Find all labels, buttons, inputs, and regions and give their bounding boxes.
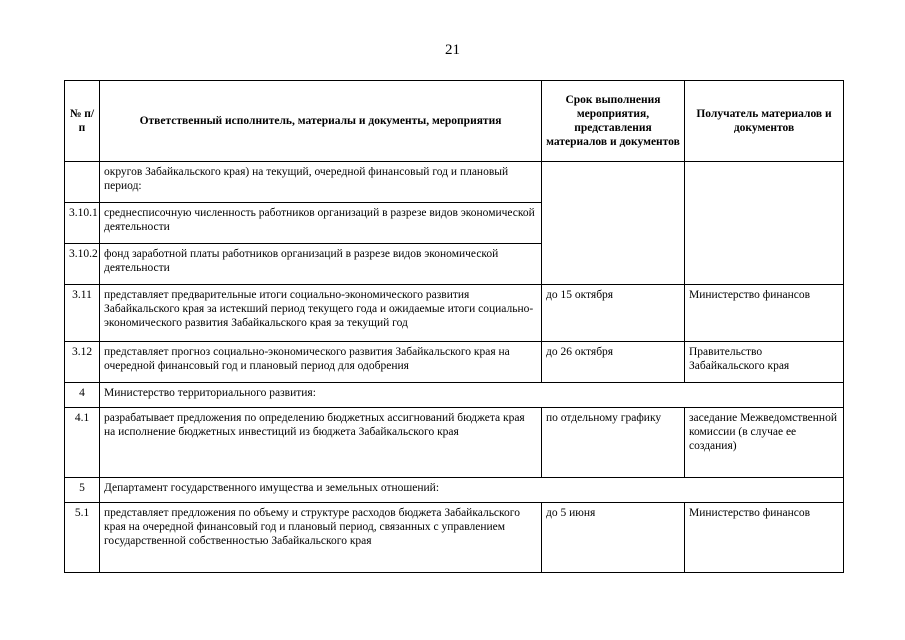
row-recipient: Министерство финансов: [685, 503, 844, 573]
row-description: разрабатывает предложения по определению бюджетных ассигнований бюджета края на исполнение бюджетных инвестиций из бюджета Забайкальского края: [100, 408, 542, 478]
section-title: Министерство территориального развития:: [100, 383, 844, 408]
table-row: [65, 503, 844, 573]
row-description: представляет прогноз социально-экономического развития Забайкальского края на очередной финансовый год и плановый период для одобрения: [100, 342, 542, 383]
row-num: 3.11: [65, 285, 100, 342]
header-description: Ответственный исполнитель, материалы и документы, мероприятия: [100, 81, 542, 162]
row-num: 5.1: [65, 503, 100, 573]
row-description: представляет предварительные итоги социально-экономического развития Забайкальского края за истекший период текущего года и ожидаемые итоги социально-экономического развития Забайкальского края за текущий год: [100, 285, 542, 342]
row-deadline: до 15 октября: [542, 285, 685, 342]
header-num: № п/п: [65, 81, 100, 162]
row-deadline: до 5 июня: [542, 503, 685, 573]
row-deadline: [542, 162, 685, 285]
measures-table: [64, 80, 844, 573]
row-deadline: до 26 октября: [542, 342, 685, 383]
table-row: [65, 162, 844, 203]
row-num: 5: [65, 478, 100, 503]
row-num: 3.10.2: [65, 244, 100, 285]
section-title: Департамент государственного имущества и земельных отношений:: [100, 478, 844, 503]
row-recipient: [685, 162, 844, 285]
section-row: [65, 383, 844, 408]
row-num: [65, 162, 100, 203]
row-recipient: Министерство финансов: [685, 285, 844, 342]
row-recipient: Правительство Забайкальского края: [685, 342, 844, 383]
row-deadline: по отдельному графику: [542, 408, 685, 478]
row-description: представляет предложения по объему и структуре расходов бюджета Забайкальского края на очередной финансовый год и плановый период, связанных с управлением государственной собственностью Забайкальского края: [100, 503, 542, 573]
row-num: 3.10.1: [65, 203, 100, 244]
row-description: среднесписочную численность работников организаций в разрезе видов экономической деятельности: [100, 203, 542, 244]
row-num: 4.1: [65, 408, 100, 478]
table-header-row: [65, 81, 844, 162]
header-recipient: Получатель материалов и документов: [685, 81, 844, 162]
row-recipient: заседание Межведомственной комиссии (в случае ее создания): [685, 408, 844, 478]
row-description: фонд заработной платы работников организаций в разрезе видов экономической деятельности: [100, 244, 542, 285]
header-deadline: Срок выполнения мероприятия, представления материалов и документов: [542, 81, 685, 162]
table-row: [65, 408, 844, 478]
section-row: [65, 478, 844, 503]
row-description: округов Забайкальского края) на текущий, очередной финансовый год и плановый период:: [100, 162, 542, 203]
table-row: [65, 285, 844, 342]
table-row: [65, 342, 844, 383]
row-num: 3.12: [65, 342, 100, 383]
page-number: 21: [445, 42, 460, 58]
row-num: 4: [65, 383, 100, 408]
